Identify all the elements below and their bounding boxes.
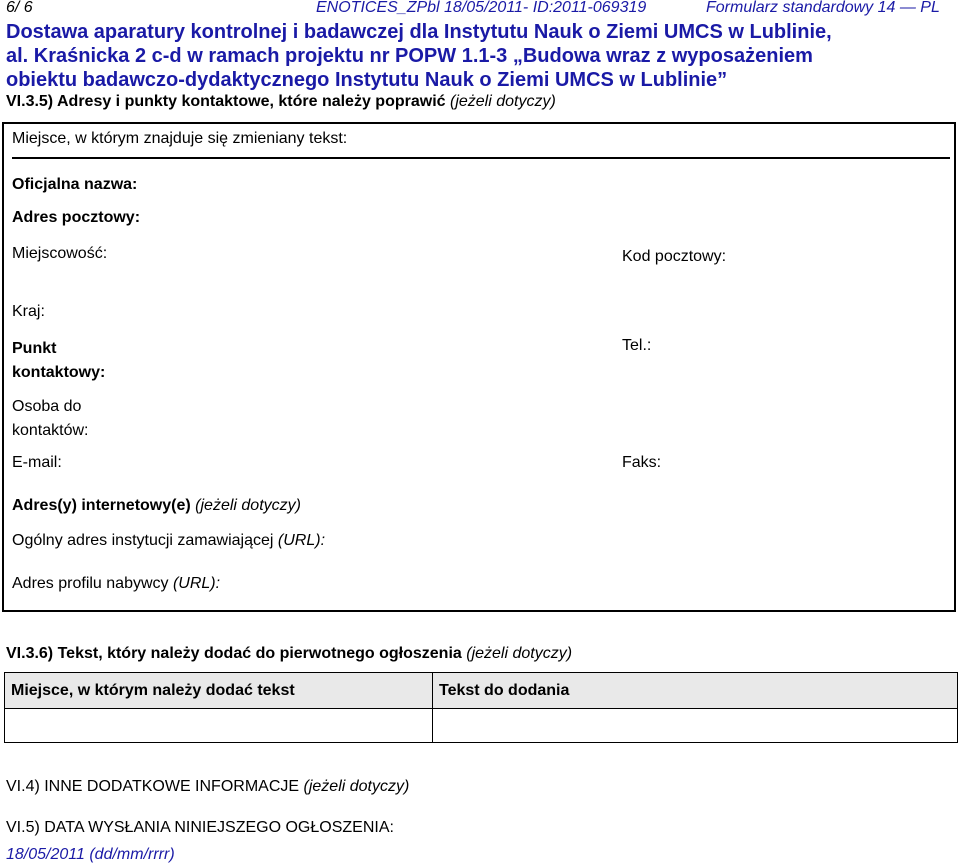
title-line-1: Dostawa aparatury kontrolnej i badawczej dla Instytutu Nauk o Ziemi UMCS w Lublinie, [6,21,832,43]
buyer-profile-url: (URL): [172,575,221,592]
internet-heading-note: (jeżeli dotyczy) [195,497,301,514]
column-header-place: Miejsce, w którym należy dodać tekst [5,673,433,709]
title-line-3: obiektu badawczo-dydaktycznego Instytutu Nauk o Ziemi UMCS w Lublinie” [6,69,728,91]
place-label: Miejsce, w którym znajduje się zmieniany tekst: [12,130,348,147]
form-name: Formularz standardowy 14 — PL [706,0,940,16]
page-number: 6/ 6 [6,0,33,16]
buyer-profile-text: Adres profilu nabywcy [12,575,169,592]
fax-label: Faks: [622,454,662,471]
section-vi4-heading [6,778,409,796]
title-line-2: al. Kraśnicka 2 c-d w ramach projektu nr POPW 1.1-3 „Budowa wraz z wyposażeniem [6,45,813,67]
document-id: ENOTICES_ZPbl 18/05/2011- ID:2011-069319 [316,0,647,16]
section-vi35-note: (jeżeli dotyczy) [449,93,556,110]
dispatch-date-value: 18/05/2011 [6,846,85,863]
notice-title [6,20,956,92]
country-label: Kraj: [12,303,45,320]
section-vi35-heading [6,93,556,111]
city-label: Miejscowość: [12,245,108,262]
column-header-text: Tekst do dodania [433,673,958,709]
phone-label: Tel.: [622,337,652,354]
official-name-label: Oficjalna nazwa: [12,176,138,193]
dispatch-date [6,846,175,864]
general-address-text: Ogólny adres instytucji zamawiającej [12,532,274,549]
postal-code-label: Kod pocztowy: [622,248,727,265]
section-vi4-title: VI.4) INNE DODATKOWE INFORMACJE [6,778,300,795]
contact-person-label: Osoba do kontaktów: [12,398,89,439]
section-vi36-note: (jeżeli dotyczy) [466,645,573,662]
section-vi4-note: (jeżeli dotyczy) [303,778,410,795]
text-to-add-table [4,672,958,743]
table-header-row [5,673,958,709]
buyer-profile-label [12,575,220,593]
internet-heading-text: Adres(y) internetowy(e) [12,497,191,514]
general-address-url: (URL): [277,532,326,549]
internet-addresses-heading [12,497,301,515]
table-cell-text [433,709,958,743]
contact-point-label: Punkt kontaktowy: [12,340,106,381]
section-vi5-title: VI.5) DATA WYSŁANIA NINIEJSZEGO OGŁOSZENIA: [6,819,394,836]
divider [12,157,950,159]
postal-address-label: Adres pocztowy: [12,209,141,226]
dispatch-date-format: (dd/mm/rrrr) [89,846,175,863]
section-vi36-heading [6,645,572,663]
general-address-label [12,532,325,550]
section-vi36-title: VI.3.6) Tekst, który należy dodać do pierwotnego ogłoszenia [6,645,462,662]
table-cell-place [5,709,433,743]
section-vi35-title: VI.3.5) Adresy i punkty kontaktowe, które należy poprawić [6,93,446,110]
email-label: E-mail: [12,454,62,471]
table-row [5,709,958,743]
section-vi5-heading [6,819,394,837]
